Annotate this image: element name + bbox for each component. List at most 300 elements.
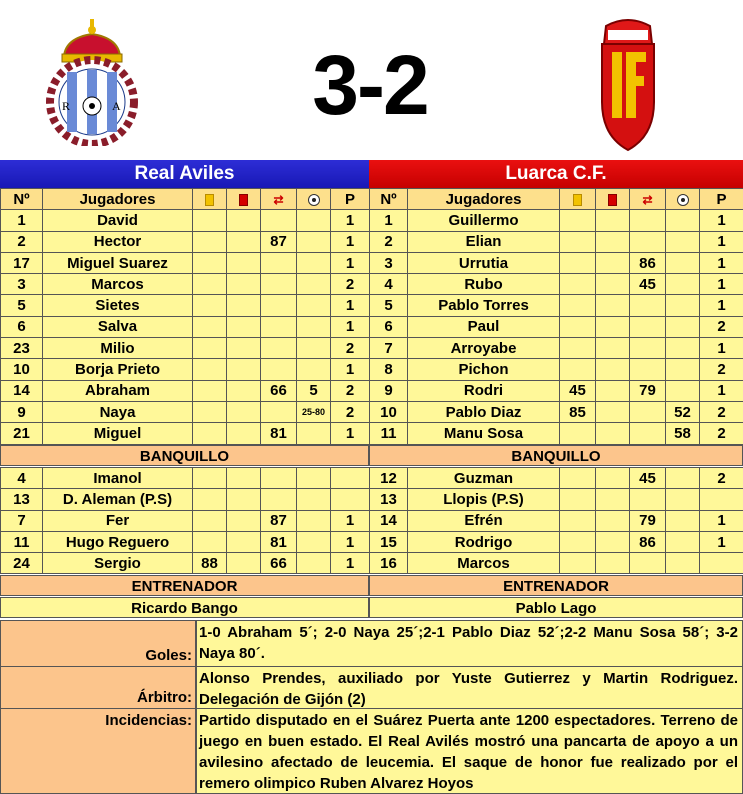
player-points: 1 xyxy=(331,295,370,316)
yellow-card-icon xyxy=(205,194,214,206)
substitution-minute xyxy=(261,338,297,359)
player-number: 4 xyxy=(370,274,408,295)
crest-letter-r: R xyxy=(62,99,71,113)
red-card-minute xyxy=(596,274,630,295)
red-card-minute xyxy=(596,553,630,574)
player-row xyxy=(370,380,743,401)
column-header-row xyxy=(370,189,743,210)
substitution-minute xyxy=(261,359,297,380)
player-name: Elian xyxy=(408,231,560,252)
substitution-minute xyxy=(261,295,297,316)
player-points: 1 xyxy=(331,510,370,531)
player-number: 13 xyxy=(370,489,408,510)
player-number: 6 xyxy=(1,316,43,337)
red-card-minute xyxy=(227,359,261,380)
substitution-minute xyxy=(261,274,297,295)
player-number: 10 xyxy=(1,359,43,380)
ball-icon xyxy=(308,194,320,206)
player-name: Rodri xyxy=(408,380,560,401)
player-number: 23 xyxy=(1,338,43,359)
yellow-card-icon-header xyxy=(193,189,227,210)
player-points: 2 xyxy=(700,359,743,380)
player-row xyxy=(370,359,743,380)
player-name: Arroyabe xyxy=(408,338,560,359)
yellow-card-minute xyxy=(560,359,596,380)
player-points: 2 xyxy=(331,338,370,359)
yellow-card-minute xyxy=(560,274,596,295)
yellow-card-icon-header xyxy=(560,189,596,210)
yellow-card-minute xyxy=(560,338,596,359)
player-name: Rubo xyxy=(408,274,560,295)
yellow-card-minute xyxy=(560,510,596,531)
home-bench-table xyxy=(0,467,370,574)
player-name: Imanol xyxy=(43,468,193,489)
substitution-minute: 86 xyxy=(630,531,666,552)
red-card-minute xyxy=(596,531,630,552)
goal-minute xyxy=(297,338,331,359)
player-row xyxy=(1,295,370,316)
player-points: 1 xyxy=(331,359,370,380)
substitution-minute xyxy=(261,316,297,337)
yellow-card-minute: 45 xyxy=(560,380,596,401)
player-points: 1 xyxy=(331,316,370,337)
substitution-minute xyxy=(630,423,666,444)
player-row xyxy=(1,489,370,510)
player-number: 1 xyxy=(1,210,43,231)
player-name: Rodrigo xyxy=(408,531,560,552)
ball-icon-header xyxy=(297,189,331,210)
goal-minute xyxy=(666,210,700,231)
red-card-minute xyxy=(596,359,630,380)
goal-minute xyxy=(297,252,331,273)
player-points xyxy=(331,489,370,510)
substitution-minute xyxy=(630,231,666,252)
player-row xyxy=(370,510,743,531)
player-points: 1 xyxy=(331,553,370,574)
crest-letter-a: A xyxy=(112,99,121,113)
player-number: 16 xyxy=(370,553,408,574)
red-card-minute xyxy=(227,423,261,444)
player-number: 1 xyxy=(370,210,408,231)
player-row xyxy=(370,316,743,337)
player-name: Urrutia xyxy=(408,252,560,273)
player-row xyxy=(370,252,743,273)
player-row xyxy=(1,210,370,231)
incidents-text: Partido disputado en el Suárez Puerta ante 1200 espectadores. Terreno de juego en buen estado. El Real Avilés mostró una pancarta de apoyo a un avilesino afectado de leucemia. El saque de honor fue realizado por el remero olimpico Ruben Alvarez Hoyos xyxy=(196,708,743,794)
substitution-minute: 45 xyxy=(630,468,666,489)
player-number: 12 xyxy=(370,468,408,489)
goal-minute xyxy=(297,210,331,231)
red-card-minute xyxy=(596,423,630,444)
substitution-minute: 81 xyxy=(261,423,297,444)
player-name: Marcos xyxy=(43,274,193,295)
player-name: D. Aleman (P.S) xyxy=(43,489,193,510)
player-row xyxy=(1,423,370,444)
yellow-card-icon xyxy=(573,194,582,206)
yellow-card-minute xyxy=(193,252,227,273)
player-points: 1 xyxy=(700,510,743,531)
player-points: 1 xyxy=(700,210,743,231)
match-header xyxy=(0,0,743,158)
home-team-name: Real Aviles xyxy=(0,160,369,188)
red-card-minute xyxy=(596,510,630,531)
red-card-minute xyxy=(596,210,630,231)
substitution-minute xyxy=(261,401,297,422)
goal-minute: 52 xyxy=(666,401,700,422)
player-name: Efrén xyxy=(408,510,560,531)
red-card-minute xyxy=(227,531,261,552)
player-name: Marcos xyxy=(408,553,560,574)
red-card-minute xyxy=(596,468,630,489)
player-row xyxy=(370,338,743,359)
goal-minute xyxy=(666,510,700,531)
player-row xyxy=(1,553,370,574)
substitution-minute xyxy=(630,295,666,316)
player-name: Borja Prieto xyxy=(43,359,193,380)
red-card-minute xyxy=(227,252,261,273)
player-points: 1 xyxy=(331,531,370,552)
home-lineup-table xyxy=(0,188,370,445)
yellow-card-minute xyxy=(560,468,596,489)
player-name: Manu Sosa xyxy=(408,423,560,444)
red-card-minute xyxy=(227,489,261,510)
player-row xyxy=(1,274,370,295)
substitution-minute: 87 xyxy=(261,231,297,252)
yellow-card-minute xyxy=(193,274,227,295)
incidents-label: Incidencias: xyxy=(0,708,196,794)
player-number: 6 xyxy=(370,316,408,337)
yellow-card-minute: 85 xyxy=(560,401,596,422)
red-card-minute xyxy=(596,338,630,359)
player-row xyxy=(1,316,370,337)
yellow-card-minute xyxy=(193,468,227,489)
yellow-card-minute xyxy=(193,423,227,444)
col-players: Jugadores xyxy=(408,189,560,210)
red-card-minute xyxy=(227,295,261,316)
away-lineup-table xyxy=(369,188,743,445)
player-number: 13 xyxy=(1,489,43,510)
player-name: Pablo Diaz xyxy=(408,401,560,422)
col-number: Nº xyxy=(370,189,408,210)
player-name: Paul xyxy=(408,316,560,337)
player-points: 1 xyxy=(331,231,370,252)
player-points: 2 xyxy=(700,468,743,489)
player-number: 11 xyxy=(370,423,408,444)
player-number: 2 xyxy=(1,231,43,252)
player-row xyxy=(370,274,743,295)
referee-text: Alonso Prendes, auxiliado por Yuste Gutierrez y Martin Rodriguez. Delegación de Gijón (2) xyxy=(196,666,743,709)
goal-minute xyxy=(666,489,700,510)
goals-label: Goles: xyxy=(0,620,196,667)
red-card-icon-header xyxy=(227,189,261,210)
goal-minute xyxy=(666,274,700,295)
player-row xyxy=(370,553,743,574)
home-coach-header: ENTRENADOR xyxy=(0,575,369,596)
player-row xyxy=(1,401,370,422)
red-card-icon xyxy=(239,194,248,206)
red-card-minute xyxy=(227,510,261,531)
yellow-card-minute xyxy=(560,231,596,252)
referee-label: Árbitro: xyxy=(0,666,196,709)
red-card-minute xyxy=(596,231,630,252)
yellow-card-minute xyxy=(193,295,227,316)
yellow-card-minute xyxy=(560,423,596,444)
player-row xyxy=(370,401,743,422)
player-number: 9 xyxy=(1,401,43,422)
away-bench-header: BANQUILLO xyxy=(369,445,743,466)
goal-minute xyxy=(666,295,700,316)
player-number: 4 xyxy=(1,468,43,489)
red-card-icon-header xyxy=(596,189,630,210)
red-card-minute xyxy=(227,316,261,337)
goal-minute xyxy=(666,468,700,489)
player-name: Hector xyxy=(43,231,193,252)
player-number: 5 xyxy=(370,295,408,316)
player-points: 2 xyxy=(700,423,743,444)
yellow-card-minute xyxy=(193,489,227,510)
goal-minute: 25-80 xyxy=(297,401,331,422)
yellow-card-minute xyxy=(560,210,596,231)
goal-minute: 58 xyxy=(666,423,700,444)
goal-minute xyxy=(297,489,331,510)
player-number: 5 xyxy=(1,295,43,316)
yellow-card-minute xyxy=(193,531,227,552)
substitution-icon-header xyxy=(630,189,666,210)
player-name: Sietes xyxy=(43,295,193,316)
player-number: 10 xyxy=(370,401,408,422)
ball-icon-header xyxy=(666,189,700,210)
substitution-minute xyxy=(261,252,297,273)
substitution-minute xyxy=(630,338,666,359)
substitution-minute: 79 xyxy=(630,510,666,531)
player-name: Salva xyxy=(43,316,193,337)
goal-minute xyxy=(666,252,700,273)
player-name: Miguel Suarez xyxy=(43,252,193,273)
player-name: Pichon xyxy=(408,359,560,380)
red-card-minute xyxy=(227,231,261,252)
player-name: Guillermo xyxy=(408,210,560,231)
yellow-card-minute xyxy=(560,531,596,552)
home-bench-header: BANQUILLO xyxy=(0,445,369,466)
yellow-card-minute xyxy=(193,316,227,337)
away-coach-header: ENTRENADOR xyxy=(369,575,743,596)
player-points: 1 xyxy=(331,252,370,273)
goal-minute xyxy=(666,231,700,252)
yellow-card-minute xyxy=(193,510,227,531)
goal-minute: 5 xyxy=(297,380,331,401)
goal-minute xyxy=(297,316,331,337)
player-number: 11 xyxy=(1,531,43,552)
substitution-icon: ⇄ xyxy=(273,192,284,207)
match-score: 3-2 xyxy=(312,38,428,132)
player-points: 1 xyxy=(700,252,743,273)
player-points: 1 xyxy=(700,295,743,316)
player-row xyxy=(370,468,743,489)
goal-minute xyxy=(297,231,331,252)
player-name: Naya xyxy=(43,401,193,422)
player-name: David xyxy=(43,210,193,231)
player-number: 3 xyxy=(1,274,43,295)
goal-minute xyxy=(297,274,331,295)
away-team-name: Luarca C.F. xyxy=(369,160,743,188)
player-points: 2 xyxy=(331,380,370,401)
player-row xyxy=(1,510,370,531)
player-name: Guzman xyxy=(408,468,560,489)
player-points: 1 xyxy=(700,380,743,401)
substitution-minute xyxy=(261,210,297,231)
substitution-icon: ⇄ xyxy=(642,192,653,207)
red-card-minute xyxy=(596,295,630,316)
substitution-minute: 66 xyxy=(261,553,297,574)
substitution-minute: 45 xyxy=(630,274,666,295)
away-bench-table xyxy=(369,467,743,574)
player-name: Llopis (P.S) xyxy=(408,489,560,510)
red-card-minute xyxy=(227,401,261,422)
player-row xyxy=(370,531,743,552)
player-points xyxy=(331,468,370,489)
player-name: Milio xyxy=(43,338,193,359)
player-points: 2 xyxy=(700,401,743,422)
substitution-minute: 81 xyxy=(261,531,297,552)
goal-minute xyxy=(666,338,700,359)
player-points xyxy=(700,489,743,510)
goal-minute xyxy=(666,553,700,574)
player-row xyxy=(370,231,743,252)
goal-minute xyxy=(297,468,331,489)
player-name: Hugo Reguero xyxy=(43,531,193,552)
player-row xyxy=(370,423,743,444)
yellow-card-minute xyxy=(560,489,596,510)
player-number: 9 xyxy=(370,380,408,401)
home-coach-name: Ricardo Bango xyxy=(0,597,369,618)
player-row xyxy=(1,338,370,359)
yellow-card-minute xyxy=(560,295,596,316)
player-points: 1 xyxy=(700,274,743,295)
player-row xyxy=(1,531,370,552)
player-number: 17 xyxy=(1,252,43,273)
col-players: Jugadores xyxy=(43,189,193,210)
player-row xyxy=(1,468,370,489)
yellow-card-minute xyxy=(193,210,227,231)
goal-minute xyxy=(297,510,331,531)
red-card-minute xyxy=(227,380,261,401)
red-card-minute xyxy=(596,401,630,422)
substitution-minute xyxy=(630,210,666,231)
player-number: 7 xyxy=(1,510,43,531)
ball-icon xyxy=(677,194,689,206)
red-card-minute xyxy=(227,210,261,231)
goal-minute xyxy=(666,316,700,337)
goal-minute xyxy=(297,295,331,316)
red-card-minute xyxy=(227,468,261,489)
substitution-minute: 87 xyxy=(261,510,297,531)
player-points: 1 xyxy=(700,231,743,252)
yellow-card-minute xyxy=(560,316,596,337)
substitution-minute xyxy=(261,489,297,510)
player-name: Miguel xyxy=(43,423,193,444)
player-points xyxy=(700,553,743,574)
yellow-card-minute xyxy=(193,338,227,359)
player-name: Fer xyxy=(43,510,193,531)
player-row xyxy=(370,210,743,231)
player-number: 8 xyxy=(370,359,408,380)
player-number: 7 xyxy=(370,338,408,359)
substitution-minute: 66 xyxy=(261,380,297,401)
goal-minute xyxy=(297,423,331,444)
player-number: 15 xyxy=(370,531,408,552)
player-row xyxy=(1,380,370,401)
yellow-card-minute xyxy=(560,553,596,574)
player-number: 24 xyxy=(1,553,43,574)
substitution-minute xyxy=(630,359,666,380)
goal-minute xyxy=(297,553,331,574)
red-card-icon xyxy=(608,194,617,206)
goal-minute xyxy=(666,531,700,552)
yellow-card-minute xyxy=(193,401,227,422)
player-points: 1 xyxy=(331,423,370,444)
player-points: 1 xyxy=(700,338,743,359)
red-card-minute xyxy=(227,274,261,295)
substitution-minute: 86 xyxy=(630,252,666,273)
goal-minute xyxy=(297,359,331,380)
player-row xyxy=(1,252,370,273)
goal-minute xyxy=(666,380,700,401)
substitution-minute xyxy=(630,401,666,422)
player-name: Abraham xyxy=(43,380,193,401)
goal-minute xyxy=(297,531,331,552)
substitution-minute xyxy=(630,316,666,337)
yellow-card-minute xyxy=(193,359,227,380)
yellow-card-minute xyxy=(560,252,596,273)
player-number: 2 xyxy=(370,231,408,252)
red-card-minute xyxy=(596,316,630,337)
player-row xyxy=(1,231,370,252)
substitution-minute xyxy=(630,489,666,510)
player-number: 3 xyxy=(370,252,408,273)
player-row xyxy=(1,359,370,380)
yellow-card-minute xyxy=(193,380,227,401)
yellow-card-minute: 88 xyxy=(193,553,227,574)
player-points: 1 xyxy=(700,531,743,552)
red-card-minute xyxy=(596,380,630,401)
player-number: 14 xyxy=(370,510,408,531)
player-name: Sergio xyxy=(43,553,193,574)
player-number: 21 xyxy=(1,423,43,444)
player-points: 2 xyxy=(331,401,370,422)
real-aviles-crest xyxy=(44,16,140,146)
red-card-minute xyxy=(596,252,630,273)
col-number: Nº xyxy=(1,189,43,210)
luarca-crest xyxy=(596,18,660,152)
substitution-minute xyxy=(630,553,666,574)
player-row xyxy=(370,295,743,316)
col-points: P xyxy=(700,189,743,210)
player-number: 14 xyxy=(1,380,43,401)
away-coach-name: Pablo Lago xyxy=(369,597,743,618)
substitution-minute xyxy=(261,468,297,489)
red-card-minute xyxy=(227,553,261,574)
player-name: Pablo Torres xyxy=(408,295,560,316)
player-points: 2 xyxy=(700,316,743,337)
substitution-minute: 79 xyxy=(630,380,666,401)
goals-text: 1-0 Abraham 5´; 2-0 Naya 25´;2-1 Pablo Diaz 52´;2-2 Manu Sosa 58´; 3-2 Naya 80´. xyxy=(196,620,743,667)
column-header-row xyxy=(1,189,370,210)
col-points: P xyxy=(331,189,370,210)
substitution-icon-header xyxy=(261,189,297,210)
goal-minute xyxy=(666,359,700,380)
yellow-card-minute xyxy=(193,231,227,252)
player-points: 1 xyxy=(331,210,370,231)
